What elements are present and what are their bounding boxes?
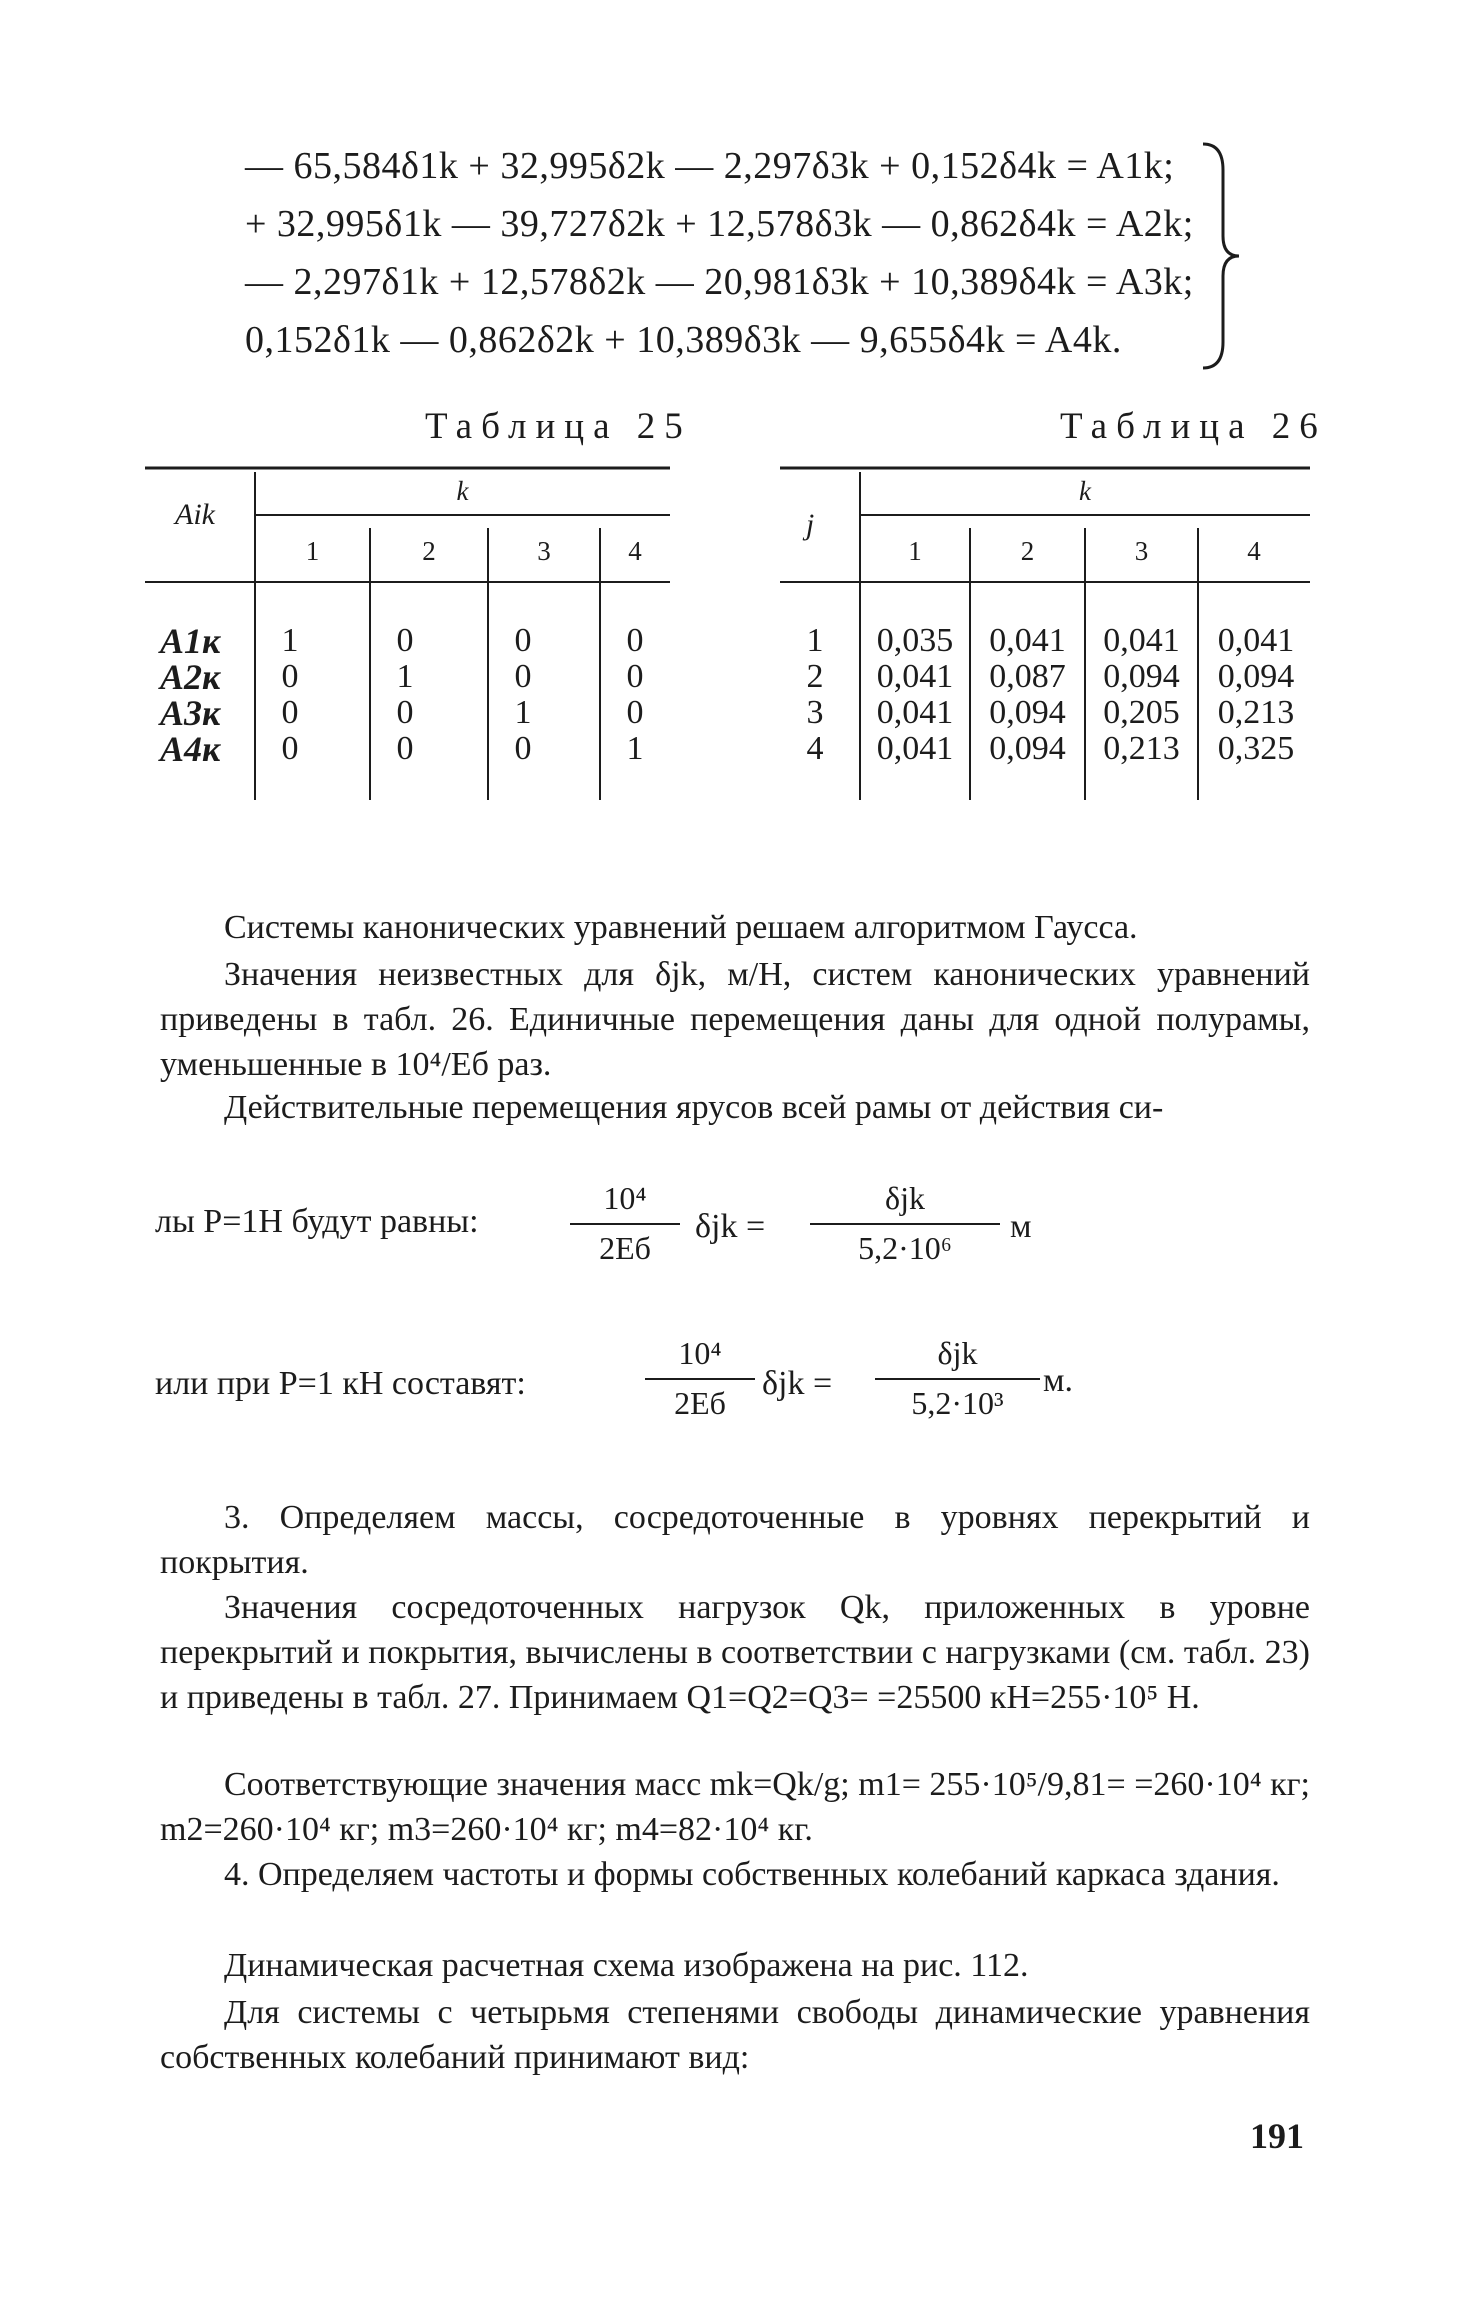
table-25-col-header: 1: [305, 536, 320, 566]
table-25-k-label: k: [456, 476, 469, 506]
fraction-bar: [810, 1223, 1000, 1225]
paragraph: Значения неизвестных для δjk, м/Н, систем канонических уравнений приведены в табл. 26. Единичные перемещения даны для одной полурамы, уменьшенные в 10⁴/Eб раз.: [160, 956, 1310, 1083]
table-26-cell: 0,041: [1103, 622, 1180, 659]
table-25-col-header: 4: [628, 536, 642, 566]
table-25-cell: 0: [281, 730, 299, 767]
numerator: δjk: [937, 1335, 978, 1371]
table-26-cell: 0,041: [989, 622, 1066, 659]
fraction-bar: [645, 1378, 755, 1380]
table-26-row-label: 2: [806, 658, 824, 695]
page-number: 191: [1250, 2116, 1304, 2156]
table-26-cell: 0,035: [876, 622, 954, 659]
table-26-cell: 0,041: [1217, 622, 1295, 659]
equation-line: + 32,995δ1k — 39,727δ2k + 12,578δ3k — 0,862δ4k = A2k;: [245, 203, 1194, 245]
table-25-cell: 1: [626, 730, 644, 767]
equation-line: — 65,584δ1k + 32,995δ2k — 2,297δ3k + 0,152δ4k = A1k;: [245, 145, 1175, 187]
table-25-cell: 0: [514, 658, 532, 695]
table-26-col-header: 2: [1020, 536, 1035, 566]
numerator: 10⁴: [603, 1180, 647, 1216]
table-25-cell: 0: [396, 694, 414, 731]
table-25-cell: 0: [626, 694, 644, 731]
table-26-corner: j: [805, 508, 815, 541]
paragraph: Действительные перемещения ярусов всей рамы от действия си-: [224, 1089, 1164, 1126]
paragraph: Динамическая расчетная схема изображена на рис. 112.: [224, 1947, 1029, 1984]
denominator: 5,2·10³: [911, 1385, 1004, 1421]
table-26-cell: 0,041: [876, 730, 954, 767]
numerator: 10⁴: [678, 1335, 722, 1371]
unit: м: [1010, 1208, 1032, 1245]
fraction: [875, 1335, 1040, 1435]
table-25-row-label: A4к: [160, 729, 221, 769]
paragraph: 3. Определяем массы, сосредоточенные в уровнях перекрытий и покрытия.: [160, 1499, 1310, 1581]
denominator: 2Eб: [599, 1230, 651, 1266]
table-25: [145, 460, 670, 800]
table-25-cell: 0: [626, 658, 644, 695]
table-26-cell: 0,205: [1103, 694, 1180, 731]
table-25-row-label: A2к: [160, 657, 221, 697]
formula-middle: δjk =: [695, 1208, 766, 1245]
table-26-cell: 0,094: [1217, 658, 1295, 695]
table-25-row-label: A1к: [160, 621, 221, 661]
table-26-cell: 0,213: [1217, 694, 1295, 731]
table-25-row-label: A3к: [160, 693, 221, 733]
paragraph: Соответствующие значения масс mk=Qk/g; m1= 255·10⁵/9,81= =260·10⁴ кг; m2=260·10⁴ кг; m3=260·10⁴ кг; m4=82·10⁴ кг.: [160, 1766, 1310, 1848]
table-26-title: Таблица 26: [1060, 406, 1327, 447]
fraction-bar: [570, 1223, 680, 1225]
denominator: 2Eб: [674, 1385, 726, 1421]
equation-line: 0,152δ1k — 0,862δ2k + 10,389δ3k — 9,655δ4k = A4k.: [245, 319, 1122, 361]
table-25-title: Таблица 25: [425, 406, 692, 447]
table-25-cell: 1: [281, 622, 299, 659]
fraction-bar: [875, 1378, 1040, 1380]
table-25-cell: 0: [514, 622, 532, 659]
paragraph: Системы канонических уравнений решаем алгоритмом Гаусса.: [224, 909, 1138, 946]
formula-middle: δjk =: [762, 1365, 833, 1402]
paragraph: 4. Определяем частоты и формы собственных колебаний каркаса здания.: [224, 1856, 1280, 1893]
table-25-cell: 0: [626, 622, 644, 659]
table-26-cell: 0,325: [1217, 730, 1295, 767]
table-26-col-header: 1: [908, 536, 922, 566]
numerator: δjk: [885, 1180, 925, 1216]
table-26-row-label: 3: [806, 694, 824, 731]
formula-prefix: или при P=1 кН составят:: [155, 1365, 526, 1402]
right-brace: [1195, 140, 1255, 372]
table-25-col-header: 3: [537, 536, 551, 566]
table-25-cell: 0: [514, 730, 532, 767]
paragraph: Для системы с четырьмя степенями свободы динамические уравнения собственных колебаний принимают вид:: [160, 1994, 1310, 2076]
table-25-cell: 0: [281, 694, 299, 731]
fraction: [645, 1335, 755, 1435]
table-25-corner: Aik: [175, 498, 215, 531]
table-26-cell: 0,041: [876, 658, 954, 695]
table-26-cell: 0,094: [989, 730, 1066, 767]
table-25-cell: 1: [514, 694, 532, 731]
table-25-cell: 0: [396, 622, 414, 659]
table-26-col-header: 4: [1247, 536, 1261, 566]
fraction: [810, 1180, 1000, 1280]
table-26-cell: 0,094: [989, 694, 1066, 731]
table-26-cell: 0,087: [989, 658, 1066, 695]
table-25-cell: 0: [396, 730, 414, 767]
table-25-cell: 0: [281, 658, 299, 695]
table-26: [780, 460, 1310, 800]
table-25-cell: 1: [396, 658, 414, 695]
unit: м.: [1043, 1362, 1074, 1399]
formula-prefix: лы P=1Н будут равны:: [155, 1203, 479, 1240]
equation-line: — 2,297δ1k + 12,578δ2k — 20,981δ3k + 10,389δ4k = A3k;: [245, 261, 1194, 303]
fraction: [570, 1180, 680, 1280]
equation-system: [245, 140, 1205, 370]
table-26-cell: 0,041: [876, 694, 954, 731]
table-26-k-label: k: [1079, 476, 1091, 506]
table-26-row-label: 4: [806, 730, 824, 767]
paragraph: Значения сосредоточенных нагрузок Qk, приложенных в уровне перекрытий и покрытия, вычислены в соответствии с нагрузками (см. табл. 23) и приведены в табл. 27. Принимаем Q1=Q2=Q3= =25500 кН=255·10⁵ Н.: [160, 1589, 1310, 1716]
table-26-cell: 0,213: [1103, 730, 1180, 767]
denominator: 5,2·10⁶: [858, 1230, 952, 1266]
table-25-col-header: 2: [422, 536, 436, 566]
table-26-cell: 0,094: [1103, 658, 1180, 695]
table-26-row-label: 1: [806, 622, 824, 659]
table-26-col-header: 3: [1134, 536, 1149, 566]
